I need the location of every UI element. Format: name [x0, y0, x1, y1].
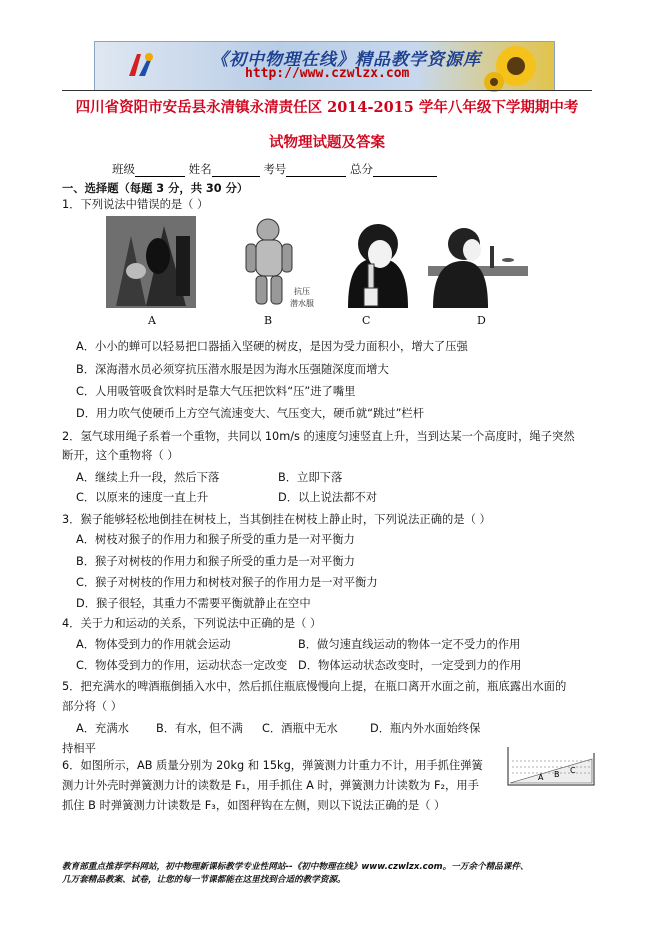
site-logo-icon	[125, 50, 157, 82]
doc-title-line1: 四川省资阳市安岳县永清镇永清责任区 2014-2015 学年八年级下学期期中考	[75, 99, 579, 116]
q4-option-b: B．做匀速直线运动的物体一定不受力的作用	[298, 638, 521, 651]
q3-option-d: D．猴子很轻，其重力不需要平衡就静止在空中	[76, 597, 311, 610]
coin-blowing-image	[428, 216, 528, 308]
caption-c: C	[362, 314, 371, 327]
header-banner	[94, 41, 555, 91]
q5-option-c: C．酒瓶中无水	[262, 722, 338, 735]
q5-tail: 持相平	[62, 742, 96, 755]
q1-option-d: D．用力吹气使硬币上方空气流速变大、气压变大，硬币就“跳过”栏杆	[76, 407, 425, 420]
q2-option-c: C．以原来的速度一直上升	[76, 491, 209, 504]
suit-label-1: 抗压	[294, 287, 310, 296]
number-blank[interactable]	[286, 164, 346, 177]
q5-option-d: D．瓶内外水面始终保	[370, 722, 481, 735]
q6-stem-2: 测力计外壳时弹簧测力计的读数是 F₁，用手抓住 A 时，弹簧测力计读数为 F₂，用手	[62, 779, 479, 792]
fig-label-a: A	[538, 773, 544, 782]
q1-figures	[98, 216, 538, 328]
caption-a: A	[148, 314, 156, 327]
q5-stem-1: 5．把充满水的啤酒瓶倒插入水中，然后抓住瓶底慢慢向上提，在瓶口离开水面之前，瓶底露出水面的	[62, 680, 567, 693]
q2-stem-2: 断开，这个重物将（ ）	[62, 449, 179, 462]
banner-url[interactable]: http://www.czwlzx.com	[245, 66, 410, 81]
q1-option-b: B．深海潜水员必须穿抗压潜水服是因为海水压强随深度而增大	[76, 363, 389, 376]
q3-option-a: A．树枝对猴子的作用力和猴子所受的重力是一对平衡力	[76, 533, 355, 546]
q2-option-d: D．以上说法都不对	[278, 491, 378, 504]
fig-label-c: C	[570, 766, 576, 775]
footer	[62, 861, 602, 887]
q6-stem-1: 6．如图所示，AB 质量分别为 20kg 和 15kg，弹簧测力计重力不计，用手抓住弹簧	[62, 759, 483, 772]
q5-option-a: A．充满水	[76, 722, 129, 735]
number-label: 考号	[263, 162, 287, 176]
q6-stem-3: 抓住 B 时弹簧测力计读数是 F₃，如图秤钩在左侧，则以下说法正确的是（ ）	[62, 799, 446, 812]
sunflower-icon	[486, 42, 546, 90]
q2-stem-1: 2．氢气球用绳子系着一个重物，共同以 10m/s 的速度匀速竖直上升，当到达某一个高度时，绳子突然	[62, 430, 575, 443]
section-heading: 一、选择题（每题 3 分，共 30 分）	[62, 182, 249, 195]
q1-stem: 1．下列说法中错误的是（ ）	[62, 198, 209, 211]
score-blank[interactable]	[373, 164, 437, 177]
class-blank[interactable]	[135, 164, 185, 177]
q3-option-b: B．猴子对树枝的作用力和猴子所受的重力是一对平衡力	[76, 555, 355, 568]
name-blank[interactable]	[212, 164, 260, 177]
q6-figure	[498, 745, 598, 793]
q5-stem-2: 部分将（ ）	[62, 700, 123, 713]
q3-option-c: C．猴子对树枝的作用力和树枝对猴子的作用力是一对平衡力	[76, 576, 378, 589]
name-label: 姓名	[188, 162, 212, 176]
score-label: 总分	[349, 162, 373, 176]
q4-option-a: A．物体受到力的作用就会运动	[76, 638, 231, 651]
q4-option-c: C．物体受到力的作用，运动状态一定改变	[76, 659, 288, 672]
header-rule	[62, 90, 592, 91]
q2-option-a: A．继续上升一段，然后下落	[76, 471, 220, 484]
q1-option-a: A．小小的蝉可以轻易把口器插入坚硬的树皮，是因为受力面积小，增大了压强	[76, 340, 468, 353]
diving-suit-image	[236, 216, 314, 308]
footer-line-1: 教育部重点推荐学科网站，初中物理新课标教学专业性网站--《初中物理在线》www.czwlzx.com。一万余个精品课件、	[62, 862, 529, 872]
class-label: 班级	[112, 162, 135, 176]
q3-stem: 3．猴子能够轻松地倒挂在树枝上，当其倒挂在树枝上静止时，下列说法正确的是（ ）	[62, 513, 491, 526]
doc-title-line2: 试物理试题及答案	[269, 134, 385, 151]
straw-drinking-image	[338, 216, 416, 308]
q1-option-c: C．人用吸管吸食饮料时是靠大气压把饮料“压”进了嘴里	[76, 385, 356, 398]
banner-title: 《初中物理在线》精品教学资源库	[211, 50, 481, 70]
q4-option-d: D．物体运动状态改变时，一定受到力的作用	[298, 659, 522, 672]
footer-line-2: 几万套精品教案、试卷，让您的每一节课都能在这里找到合适的教学资源。	[62, 875, 346, 885]
q4-stem: 4．关于力和运动的关系，下列说法中正确的是（ ）	[62, 617, 322, 630]
caption-d: D	[477, 314, 486, 327]
q2-option-b: B．立即下落	[278, 471, 343, 484]
suit-label-2: 潜水服	[290, 299, 314, 308]
student-info-row	[112, 161, 437, 177]
cicada-tree-image	[106, 216, 196, 308]
q5-option-b: B．有水，但不满	[156, 722, 243, 735]
caption-b: B	[264, 314, 273, 327]
fig-label-b: B	[554, 770, 560, 779]
